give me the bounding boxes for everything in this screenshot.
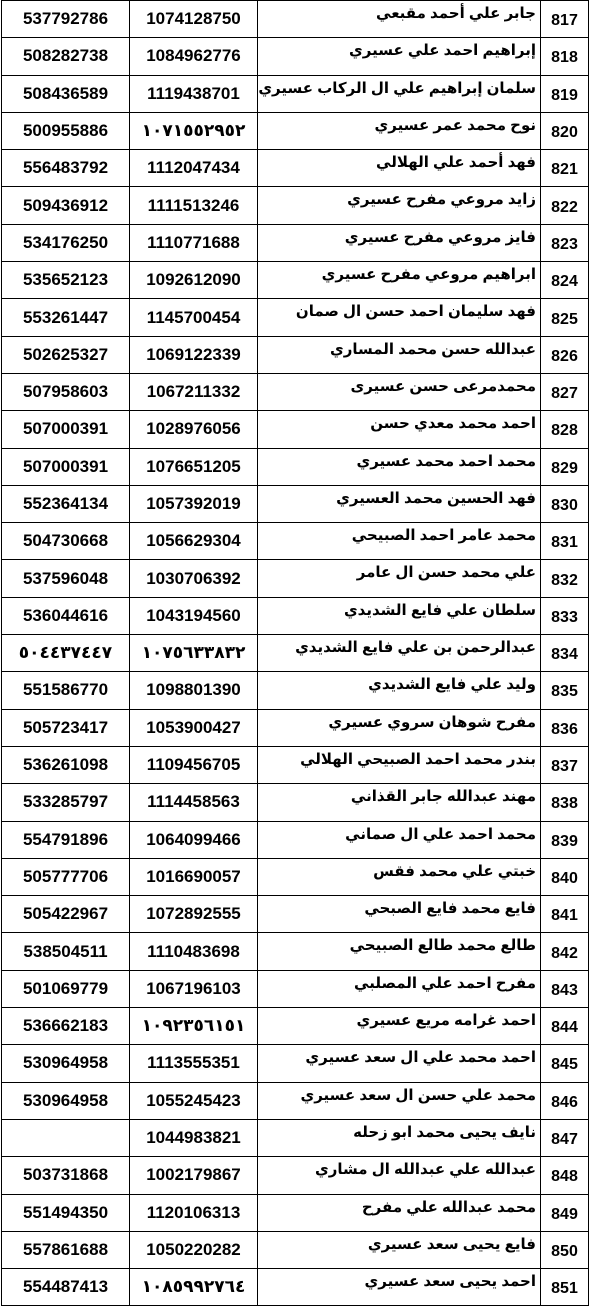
phone-cell: 502625327 <box>2 336 130 373</box>
phone-cell: 554791896 <box>2 821 130 858</box>
name-cell: سلمان إبراهيم علي ال الركاب عسيري <box>258 75 541 112</box>
table-row <box>2 821 589 858</box>
id-number-cell: 1110771688 <box>130 224 258 261</box>
table-row <box>2 75 589 112</box>
id-number-cell: 1113555351 <box>130 1045 258 1082</box>
name-cell: عبدالرحمن بن علي فايع الشديدي <box>258 635 541 672</box>
records-table <box>1 0 589 1306</box>
table-row <box>2 1157 589 1194</box>
name-cell: فايع محمد فايع الصبحي <box>258 896 541 933</box>
name-cell: فهد الحسين محمد العسيري <box>258 485 541 522</box>
phone-cell: 538504511 <box>2 933 130 970</box>
id-number-cell: 1112047434 <box>130 150 258 187</box>
phone-cell: 505777706 <box>2 858 130 895</box>
id-number-cell: 1057392019 <box>130 485 258 522</box>
table-row <box>2 597 589 634</box>
phone-cell: 551494350 <box>2 1194 130 1231</box>
name-cell: احمد غرامه مريع عسيري <box>258 1008 541 1045</box>
name-cell: فايع يحيى سعد عسيري <box>258 1231 541 1268</box>
table-row <box>2 448 589 485</box>
name-cell: جابر علي أحمد مقبعي <box>258 1 541 38</box>
id-number-cell: 1056629304 <box>130 523 258 560</box>
row-number-cell: 829 <box>541 448 589 485</box>
id-number-cell: ١٠٩٢٣٥٦١٥١ <box>130 1008 258 1045</box>
id-number-cell: 1092612090 <box>130 262 258 299</box>
id-number-cell: 1110483698 <box>130 933 258 970</box>
name-cell: محمد عبدالله علي مفرح <box>258 1194 541 1231</box>
phone-cell: 554487413 <box>2 1269 130 1306</box>
row-number-cell: 839 <box>541 821 589 858</box>
name-cell: وليد علي فايع الشديدي <box>258 672 541 709</box>
name-cell: احمد محمد علي ال سعد عسيري <box>258 1045 541 1082</box>
id-number-cell: ١٠٧٥٦٣٣٨٣٢ <box>130 635 258 672</box>
table-row <box>2 635 589 672</box>
table-row <box>2 224 589 261</box>
table-row <box>2 709 589 746</box>
table-row <box>2 1045 589 1082</box>
row-number-cell: 841 <box>541 896 589 933</box>
name-cell: محمد احمد محمد عسيري <box>258 448 541 485</box>
row-number-cell: 821 <box>541 150 589 187</box>
id-number-cell: ١٠٧١٥٥٢٩٥٢ <box>130 112 258 149</box>
row-number-cell: 844 <box>541 1008 589 1045</box>
phone-cell: ٥٠٤٤٣٧٤٤٧ <box>2 635 130 672</box>
table-row <box>2 858 589 895</box>
row-number-cell: 818 <box>541 38 589 75</box>
id-number-cell: ١٠٨٥٩٩٢٧٦٤ <box>130 1269 258 1306</box>
id-number-cell: 1145700454 <box>130 299 258 336</box>
table-row <box>2 485 589 522</box>
table-row <box>2 1119 589 1156</box>
name-cell: ابراهيم مروعي مفرح عسيري <box>258 262 541 299</box>
table-row <box>2 1231 589 1268</box>
id-number-cell: 1067211332 <box>130 373 258 410</box>
name-cell: محمد احمد علي ال صماني <box>258 821 541 858</box>
phone-cell: 536662183 <box>2 1008 130 1045</box>
row-number-cell: 835 <box>541 672 589 709</box>
table-row <box>2 187 589 224</box>
row-number-cell: 823 <box>541 224 589 261</box>
row-number-cell: 827 <box>541 373 589 410</box>
name-cell: علي محمد حسن ال عامر <box>258 560 541 597</box>
name-cell: فهد أحمد علي الهلالي <box>258 150 541 187</box>
phone-cell: 537792786 <box>2 1 130 38</box>
name-cell: مفرح شوهان سروي عسيري <box>258 709 541 746</box>
name-cell: خبتي علي محمد فقس <box>258 858 541 895</box>
phone-cell: 507000391 <box>2 411 130 448</box>
phone-cell: 504730668 <box>2 523 130 560</box>
row-number-cell: 828 <box>541 411 589 448</box>
id-number-cell: 1028976056 <box>130 411 258 448</box>
table-row <box>2 1 589 38</box>
table-row <box>2 746 589 783</box>
table-row <box>2 896 589 933</box>
row-number-cell: 819 <box>541 75 589 112</box>
id-number-cell: 1074128750 <box>130 1 258 38</box>
phone-cell: 500955886 <box>2 112 130 149</box>
id-number-cell: 1120106313 <box>130 1194 258 1231</box>
id-number-cell: 1084962776 <box>130 38 258 75</box>
id-number-cell: 1043194560 <box>130 597 258 634</box>
id-number-cell: 1119438701 <box>130 75 258 112</box>
name-cell: مهند عبدالله جابر القذاني <box>258 784 541 821</box>
phone-cell: 503731868 <box>2 1157 130 1194</box>
id-number-cell: 1002179867 <box>130 1157 258 1194</box>
id-number-cell: 1050220282 <box>130 1231 258 1268</box>
table-row <box>2 970 589 1007</box>
name-cell: احمد يحيى سعد عسيري <box>258 1269 541 1306</box>
name-cell: زايد مروعي مفرح عسيري <box>258 187 541 224</box>
table-row <box>2 672 589 709</box>
phone-cell: 536044616 <box>2 597 130 634</box>
phone-cell: 556483792 <box>2 150 130 187</box>
row-number-cell: 848 <box>541 1157 589 1194</box>
records-table-body <box>2 1 589 1306</box>
row-number-cell: 851 <box>541 1269 589 1306</box>
row-number-cell: 833 <box>541 597 589 634</box>
id-number-cell: 1098801390 <box>130 672 258 709</box>
phone-cell: 501069779 <box>2 970 130 1007</box>
name-cell: احمد محمد معدي حسن <box>258 411 541 448</box>
table-row <box>2 112 589 149</box>
phone-cell: 533285797 <box>2 784 130 821</box>
name-cell: عبدالله حسن محمد المساري <box>258 336 541 373</box>
phone-cell <box>2 1119 130 1156</box>
name-cell: مفرح احمد علي المصلبي <box>258 970 541 1007</box>
id-number-cell: 1069122339 <box>130 336 258 373</box>
table-row <box>2 560 589 597</box>
phone-cell: 507958603 <box>2 373 130 410</box>
row-number-cell: 826 <box>541 336 589 373</box>
phone-cell: 509436912 <box>2 187 130 224</box>
row-number-cell: 838 <box>541 784 589 821</box>
id-number-cell: 1030706392 <box>130 560 258 597</box>
table-row <box>2 523 589 560</box>
row-number-cell: 824 <box>541 262 589 299</box>
row-number-cell: 837 <box>541 746 589 783</box>
row-number-cell: 845 <box>541 1045 589 1082</box>
phone-cell: 552364134 <box>2 485 130 522</box>
row-number-cell: 840 <box>541 858 589 895</box>
name-cell: محمدمرعى حسن عسيرى <box>258 373 541 410</box>
phone-cell: 530964958 <box>2 1045 130 1082</box>
id-number-cell: 1076651205 <box>130 448 258 485</box>
table-row <box>2 1194 589 1231</box>
table-row <box>2 784 589 821</box>
phone-cell: 505422967 <box>2 896 130 933</box>
phone-cell: 535652123 <box>2 262 130 299</box>
row-number-cell: 834 <box>541 635 589 672</box>
phone-cell: 537596048 <box>2 560 130 597</box>
id-number-cell: 1067196103 <box>130 970 258 1007</box>
table-row <box>2 1269 589 1306</box>
row-number-cell: 847 <box>541 1119 589 1156</box>
name-cell: إبراهيم احمد علي عسيري <box>258 38 541 75</box>
id-number-cell: 1072892555 <box>130 896 258 933</box>
id-number-cell: 1053900427 <box>130 709 258 746</box>
name-cell: محمد عامر احمد الصبيحي <box>258 523 541 560</box>
phone-cell: 536261098 <box>2 746 130 783</box>
name-cell: فهد سليمان احمد حسن ال صمان <box>258 299 541 336</box>
id-number-cell: 1016690057 <box>130 858 258 895</box>
row-number-cell: 836 <box>541 709 589 746</box>
name-cell: نوح محمد عمر عسيري <box>258 112 541 149</box>
row-number-cell: 849 <box>541 1194 589 1231</box>
row-number-cell: 846 <box>541 1082 589 1119</box>
row-number-cell: 817 <box>541 1 589 38</box>
id-number-cell: 1064099466 <box>130 821 258 858</box>
phone-cell: 534176250 <box>2 224 130 261</box>
id-number-cell: 1111513246 <box>130 187 258 224</box>
row-number-cell: 825 <box>541 299 589 336</box>
id-number-cell: 1044983821 <box>130 1119 258 1156</box>
table-row <box>2 411 589 448</box>
name-cell: سلطان علي فايع الشديدي <box>258 597 541 634</box>
row-number-cell: 831 <box>541 523 589 560</box>
row-number-cell: 850 <box>541 1231 589 1268</box>
name-cell: نايف يحيى محمد ابو زحله <box>258 1119 541 1156</box>
row-number-cell: 820 <box>541 112 589 149</box>
table-row <box>2 38 589 75</box>
row-number-cell: 830 <box>541 485 589 522</box>
id-number-cell: 1055245423 <box>130 1082 258 1119</box>
phone-cell: 553261447 <box>2 299 130 336</box>
name-cell: بندر محمد احمد الصبيحي الهلالي <box>258 746 541 783</box>
phone-cell: 508282738 <box>2 38 130 75</box>
phone-cell: 508436589 <box>2 75 130 112</box>
id-number-cell: 1109456705 <box>130 746 258 783</box>
phone-cell: 530964958 <box>2 1082 130 1119</box>
table-row <box>2 1082 589 1119</box>
name-cell: فايز مروعي مفرح عسيري <box>258 224 541 261</box>
row-number-cell: 832 <box>541 560 589 597</box>
phone-cell: 505723417 <box>2 709 130 746</box>
name-cell: طالع محمد طالع الصبيحي <box>258 933 541 970</box>
table-row <box>2 336 589 373</box>
row-number-cell: 842 <box>541 933 589 970</box>
id-number-cell: 1114458563 <box>130 784 258 821</box>
row-number-cell: 843 <box>541 970 589 1007</box>
name-cell: عبدالله علي عبدالله ال مشاري <box>258 1157 541 1194</box>
row-number-cell: 822 <box>541 187 589 224</box>
table-row <box>2 1008 589 1045</box>
table-row <box>2 150 589 187</box>
table-row <box>2 262 589 299</box>
table-row <box>2 373 589 410</box>
table-row <box>2 933 589 970</box>
phone-cell: 557861688 <box>2 1231 130 1268</box>
table-row <box>2 299 589 336</box>
phone-cell: 551586770 <box>2 672 130 709</box>
phone-cell: 507000391 <box>2 448 130 485</box>
name-cell: محمد علي حسن ال سعد عسيري <box>258 1082 541 1119</box>
